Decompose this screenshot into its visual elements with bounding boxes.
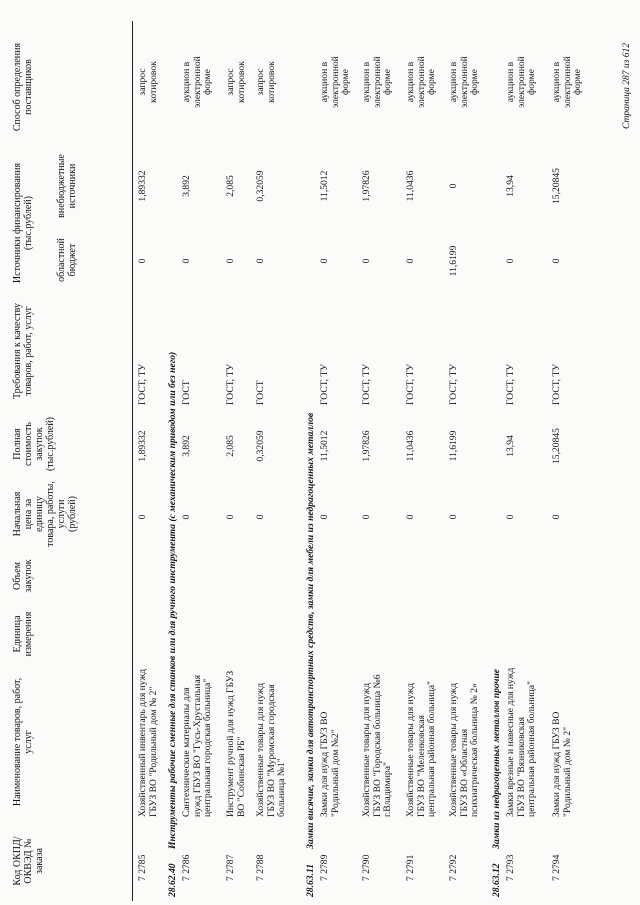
row-financing-extrabudget: 3,892 xyxy=(181,175,192,197)
row-requirements: ГОСТ xyxy=(181,380,192,405)
row-price: 0 xyxy=(319,514,330,520)
row-code: 7 2785 xyxy=(137,854,148,881)
row-name: Сантехнические материалы для нужд ГБУЗ ВО "Гусь-Хрустальная центральная городская больница" xyxy=(181,674,214,817)
row-code: 7 2794 xyxy=(551,854,562,881)
row-name: Замки для нужд ГБУЗ ВО "Родильный дом № 2" xyxy=(551,711,573,817)
row-total: 3,892 xyxy=(181,435,192,457)
row-requirements: ГОСТ, ТУ xyxy=(319,363,330,405)
row-financing-extrabudget: 1,89332 xyxy=(137,170,148,202)
row-price: 0 xyxy=(255,514,266,520)
group-code: 28.62.40 xyxy=(167,863,178,897)
row-financing-extrabudget: 1,97826 xyxy=(361,170,372,202)
row-financing-regional: 0 xyxy=(181,258,192,264)
row-financing-regional: 11,6199 xyxy=(448,245,459,277)
header-method: Способ определения поставщиков xyxy=(12,42,34,132)
row-method: аукцион в электронной форме xyxy=(361,56,394,108)
row-financing-regional: 0 xyxy=(319,258,330,264)
row-name: Замки врезные и навесные для нужд ГБУЗ ВО "Вязниковская центральная районная больница" xyxy=(505,667,538,817)
row-total: 0,32059 xyxy=(255,430,266,462)
group-code: 28.63.11 xyxy=(305,863,316,897)
row-financing-regional: 0 xyxy=(505,258,516,264)
row-name: Хозяйственные товары для нужд ГБУЗ ВО "Муромская городская больница №1" xyxy=(255,683,288,817)
row-name: Хозяйственные товары для нужд ГБУЗ ВО «Областная психиатрическая больница № 2» xyxy=(448,683,481,817)
row-total: 1,89332 xyxy=(137,430,148,462)
row-financing-regional: 0 xyxy=(255,258,266,264)
row-method: аукцион в электронной форме xyxy=(181,56,214,108)
row-financing-extrabudget: 15,20845 xyxy=(551,168,562,204)
row-method: запрос котировок xyxy=(255,61,277,103)
row-financing-extrabudget: 0 xyxy=(448,183,459,189)
row-financing-extrabudget: 0,32059 xyxy=(255,170,266,202)
header-unit: Единица измерения xyxy=(12,611,34,657)
row-price: 0 xyxy=(137,514,148,520)
row-requirements: ГОСТ, ТУ xyxy=(505,363,516,405)
row-name: Хозяйственный инвентарь для нужд ГБУЗ ВО "Родильный дом № 2" xyxy=(137,669,159,817)
header-financing-regional: областной бюджет xyxy=(56,238,78,282)
header-requirements: Требования к качеству товаров, работ, услуг xyxy=(12,302,34,400)
row-price: 0 xyxy=(225,514,236,520)
row-total: 11,0436 xyxy=(405,430,416,462)
row-price: 0 xyxy=(181,514,192,520)
row-name: Хозяйственные товары для нужд ГБУЗ ВО "Городская больница №6 г.Владимира" xyxy=(361,674,394,817)
row-price: 0 xyxy=(448,514,459,520)
row-total: 15,20845 xyxy=(551,428,562,464)
row-price: 0 xyxy=(361,514,372,520)
row-method: запрос котировок xyxy=(137,61,159,103)
row-price: 0 xyxy=(405,514,416,520)
group-title: Замки висячие, замки для автотранспортных средств, замки для мебели из недрагоценных металлов xyxy=(305,412,316,849)
row-code: 7 2793 xyxy=(505,854,516,881)
row-financing-regional: 0 xyxy=(551,258,562,264)
row-name: Инструмент ручной для нужд ГБУЗ ВО "Собинская РБ" xyxy=(225,670,247,817)
header-rule xyxy=(132,21,133,901)
row-method: аукцион в электронной форме xyxy=(551,56,584,108)
row-method: аукцион в электронной форме xyxy=(448,56,481,108)
row-method: аукцион в электронной форме xyxy=(505,56,538,108)
row-requirements: ГОСТ, ТУ xyxy=(551,363,562,405)
row-code: 7 2790 xyxy=(361,854,372,881)
row-method: запрос котировок xyxy=(225,61,247,103)
header-code: Код ОКПД/ ОКВЭД № заказа xyxy=(12,836,45,886)
row-financing-regional: 0 xyxy=(225,258,236,264)
header-price: Начальная цена за единицу товара, работы, услуги (рублей) xyxy=(12,481,78,547)
row-financing-regional: 0 xyxy=(137,258,148,264)
row-method: аукцион в электронной форме xyxy=(405,56,438,108)
row-code: 7 2792 xyxy=(448,854,459,881)
row-code: 7 2791 xyxy=(405,854,416,881)
header-total: Полная стоимость закупок (тыс.рублей) xyxy=(12,416,56,472)
row-financing-extrabudget: 13,94 xyxy=(505,175,516,197)
row-code: 7 2786 xyxy=(181,854,192,881)
row-financing-extrabudget: 11,0436 xyxy=(405,170,416,202)
row-total: 1,97826 xyxy=(361,430,372,462)
row-price: 0 xyxy=(505,514,516,520)
row-financing-regional: 0 xyxy=(361,258,372,264)
row-financing-extrabudget: 11,5012 xyxy=(319,170,330,202)
header-volume: Объем закупок xyxy=(12,559,34,593)
row-name: Хозяйственные товары для нужд ГБУЗ ВО "Меленковская центральная районная больница" xyxy=(405,681,438,817)
row-requirements: ГОСТ, ТУ xyxy=(405,363,416,405)
header-name: Наименование товаров, работ, услуг xyxy=(12,677,34,807)
header-financing-extrabudget: внебюджетные источники xyxy=(56,154,78,218)
row-code: 7 2787 xyxy=(225,854,236,881)
row-requirements: ГОСТ, ТУ xyxy=(225,363,236,405)
group-title: Инструменты рабочие сменные для станков или для ручного инструмента (с механическим приводом или без него) xyxy=(167,351,178,849)
row-name: Замки для нужд ГБУЗ ВО "Родильный дом №2" xyxy=(319,711,341,817)
row-method: аукцион в электронной форме xyxy=(319,56,352,108)
row-financing-extrabudget: 2,085 xyxy=(225,175,236,197)
group-code: 28.63.12 xyxy=(491,863,502,897)
row-price: 0 xyxy=(551,514,562,520)
row-requirements: ГОСТ, ТУ xyxy=(448,363,459,405)
row-code: 7 2789 xyxy=(319,854,330,881)
group-title: Замки из недрагоценных металлов прочие xyxy=(491,668,502,849)
row-total: 11,5012 xyxy=(319,430,330,462)
row-requirements: ГОСТ xyxy=(255,380,266,405)
row-requirements: ГОСТ, ТУ xyxy=(361,363,372,405)
row-total: 2,085 xyxy=(225,435,236,457)
row-code: 7 2788 xyxy=(255,854,266,881)
row-requirements: ГОСТ, ТУ xyxy=(137,363,148,405)
row-total: 11,6199 xyxy=(448,430,459,462)
row-total: 13,94 xyxy=(505,435,516,457)
header-financing: Источники финансирования (тыс.рублей) xyxy=(12,162,34,284)
row-financing-regional: 0 xyxy=(405,258,416,264)
page-number: Страница 287 из 612 xyxy=(622,43,632,129)
